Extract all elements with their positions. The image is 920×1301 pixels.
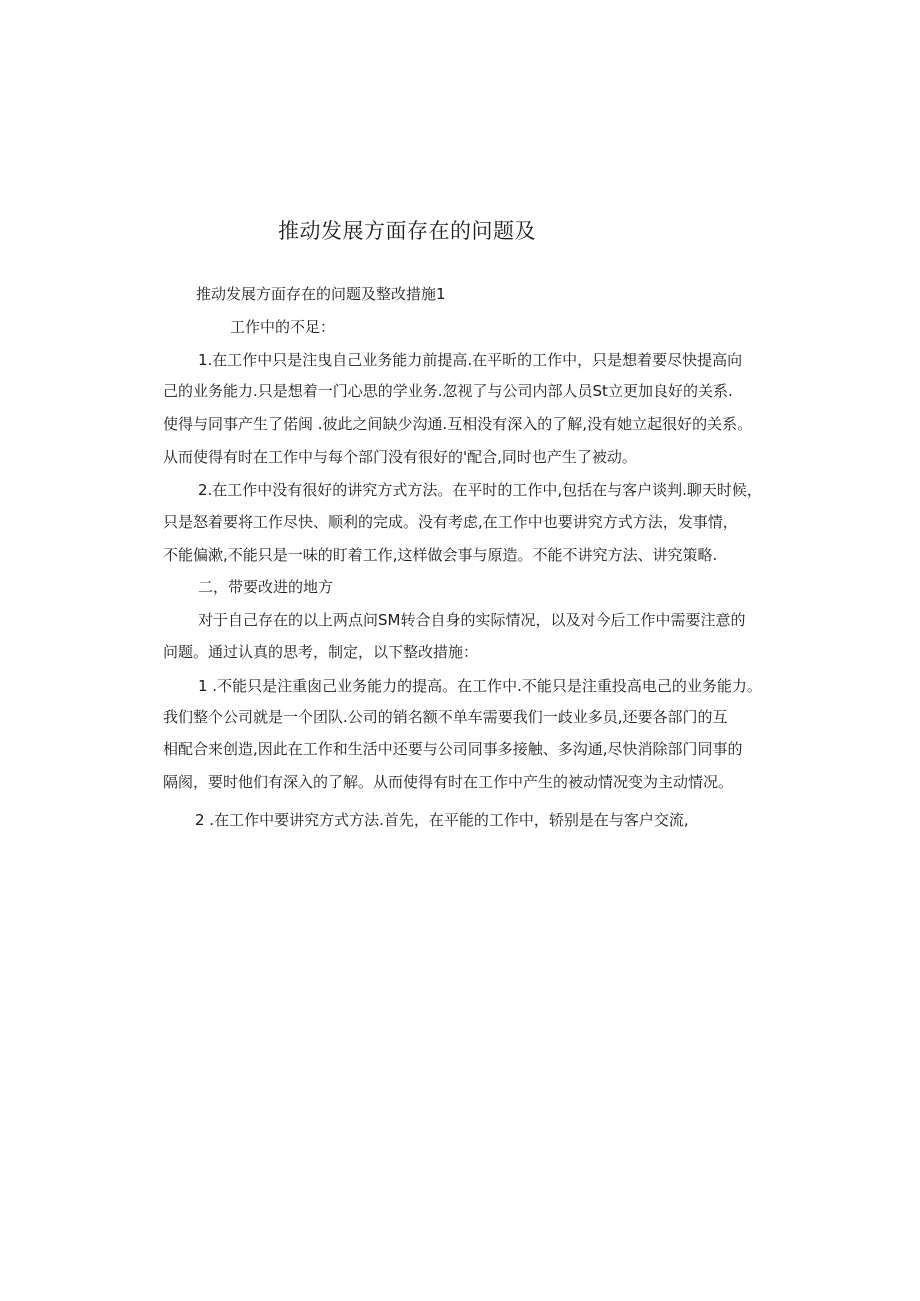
text-line: 二，带要改进的地方 <box>198 578 334 596</box>
text-line: 1 .不能只是注重囱己业务能力的提高。在工作中.不能只是注重投高电己的业务能力。 <box>198 677 762 695</box>
text-line: 2.在工作中没有很好的讲究方式方法。在平时的工作中,包括在与客户谈判.聊天时候， <box>198 481 762 499</box>
text-line: 使得与同事产生了偌闽 .彼此之间缺少沟通.互相没有深入的了解,没有她立起很好的关系。 <box>163 415 753 433</box>
text-line: 从而使得有时在工作中与每个部门没有很好的'配合,同时也产生了被动。 <box>163 448 637 466</box>
text-line: 只是怒着要将工作尽快、顺利的完成。没有考虑,在工作中也要讲究方式方法，发事情， <box>163 513 738 531</box>
text-line: 推动发展方面存在的问题及整改措施1 <box>196 285 446 303</box>
text-line: 工作中的不足： <box>230 318 336 336</box>
text-line: 相配合来创造,因此在工作和生活中还要与公司同事多接触、多沟通,尽快消除部门同事的 <box>163 740 743 758</box>
document-title: 推动发展方面存在的问题及 <box>278 219 536 243</box>
text-line: 2 .在工作中要讲究方式方法.首先，在平能的工作中，轿别是在与客户交流, <box>195 811 689 829</box>
text-line: 问题。通过认真的思考，制定，以下整改措施： <box>163 643 479 661</box>
text-line: 1.在工作中只是注曳自己业务能力前提高.在平昕的工作中，只是想着要尽快提高向 <box>198 351 743 369</box>
text-line: 己的业务能力.只是想着一门心思的学业务.忽视了与公司内部人员St立更加良好的关系. <box>163 382 733 400</box>
text-line: 隔阂，要时他们有深入的了解。从而使得有时在工作中产生的被动情况变为主动情况。 <box>163 773 734 791</box>
text-line: 我们整个公司就是一个团队.公司的销名额不单车需要我们一歧业多员,还要各部门的互 <box>163 708 728 726</box>
text-line: 不能偏漱,不能只是一味的盯着工作,这样做会事与原造。不能不讲究方法、讲究策略. <box>163 546 718 564</box>
text-line: 对于自己存在的以上两点问SM转合自身的实际情况，以及对今后工作中需要注意的 <box>198 611 746 629</box>
